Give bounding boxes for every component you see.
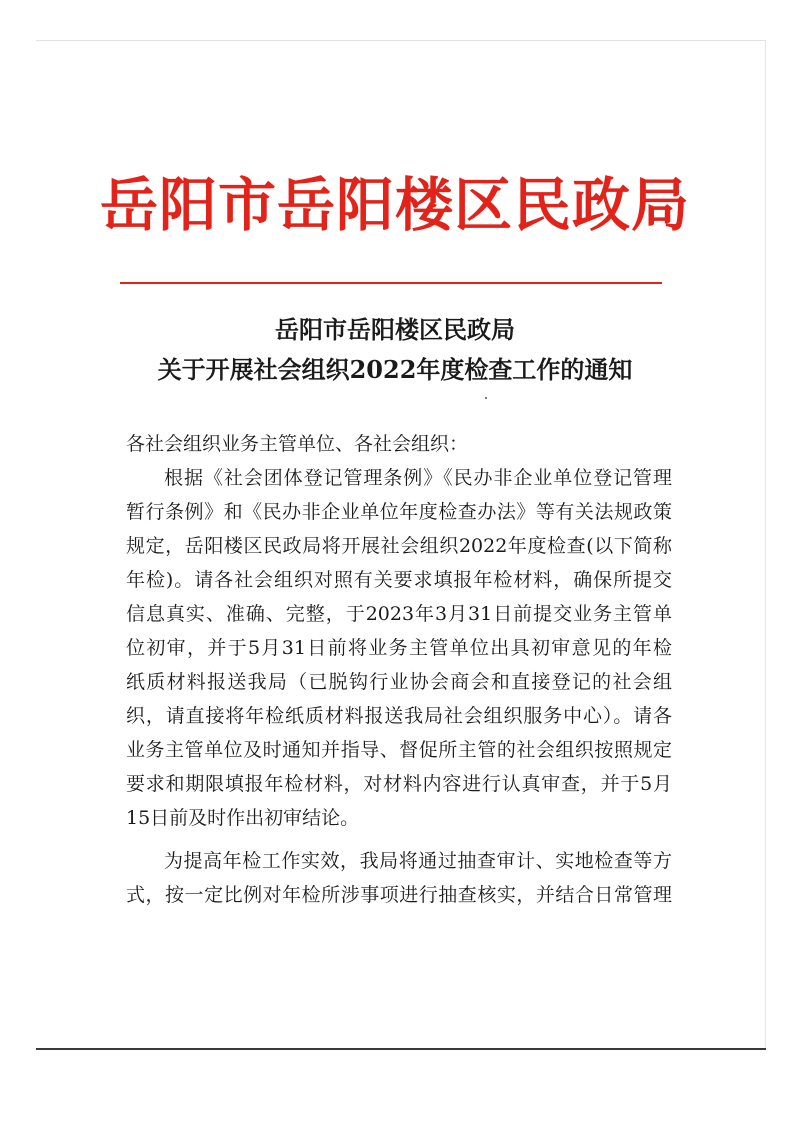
paragraph-1-line: 织，请直接将年检纸质材料报送我局社会组织服务中心）。请各 [126,705,672,727]
paragraph-1-line: 暂行条例》和《民办非企业单位年度检查办法》等有关法规政策 [126,501,672,523]
paragraph-1-line: 纸质材料报送我局（已脱钩行业协会商会和直接登记的社会组 [126,671,672,693]
scan-speck [485,397,487,399]
paragraph-2-line: 为提高年检工作实效，我局将通过抽查审计、实地检查等方 [164,850,672,872]
salutation: 各社会组织业务主管单位、各社会组织： [126,433,469,455]
paragraph-1-line: 根据《社会团体登记管理条例》《民办非企业单位登记管理 [164,467,672,489]
scan-edge-bottom [36,1048,766,1050]
document-title-line-2: 关于开展社会组织2022年度检查工作的通知 [157,355,633,384]
masthead: 岳阳市岳阳楼区民政局 [100,171,691,239]
document-title-line-1: 岳阳市岳阳楼区民政局 [275,315,515,344]
paragraph-gap [126,835,672,844]
paragraph-1-line: 15日前及时作出初审结论。 [126,807,360,829]
document-body [126,427,672,912]
scan-edge-right [765,40,766,1050]
paragraph-1-line: 位初审，并于5月31日前将业务主管单位出具初审意见的年检 [126,637,672,659]
paragraph-2-line: 式，按一定比例对年检所涉事项进行抽查核实，并结合日常管理 [126,884,672,906]
scan-edge-top [36,40,766,41]
paragraph-1-line: 要求和期限填报年检材料，对材料内容进行认真审查，并于5月 [126,773,672,795]
paragraph-1-line: 规定，岳阳楼区民政局将开展社会组织2022年度检查(以下简称 [126,535,672,557]
paragraph-1-line: 信息真实、准确、完整，于2023年3月31日前提交业务主管单 [126,603,672,625]
paragraph-1-line: 年检)。请各社会组织对照有关要求填报年检材料，确保所提交 [126,569,672,591]
masthead-red-rule [120,282,662,284]
paragraph-1-line: 业务主管单位及时通知并指导、督促所主管的社会组织按照规定 [126,739,672,761]
